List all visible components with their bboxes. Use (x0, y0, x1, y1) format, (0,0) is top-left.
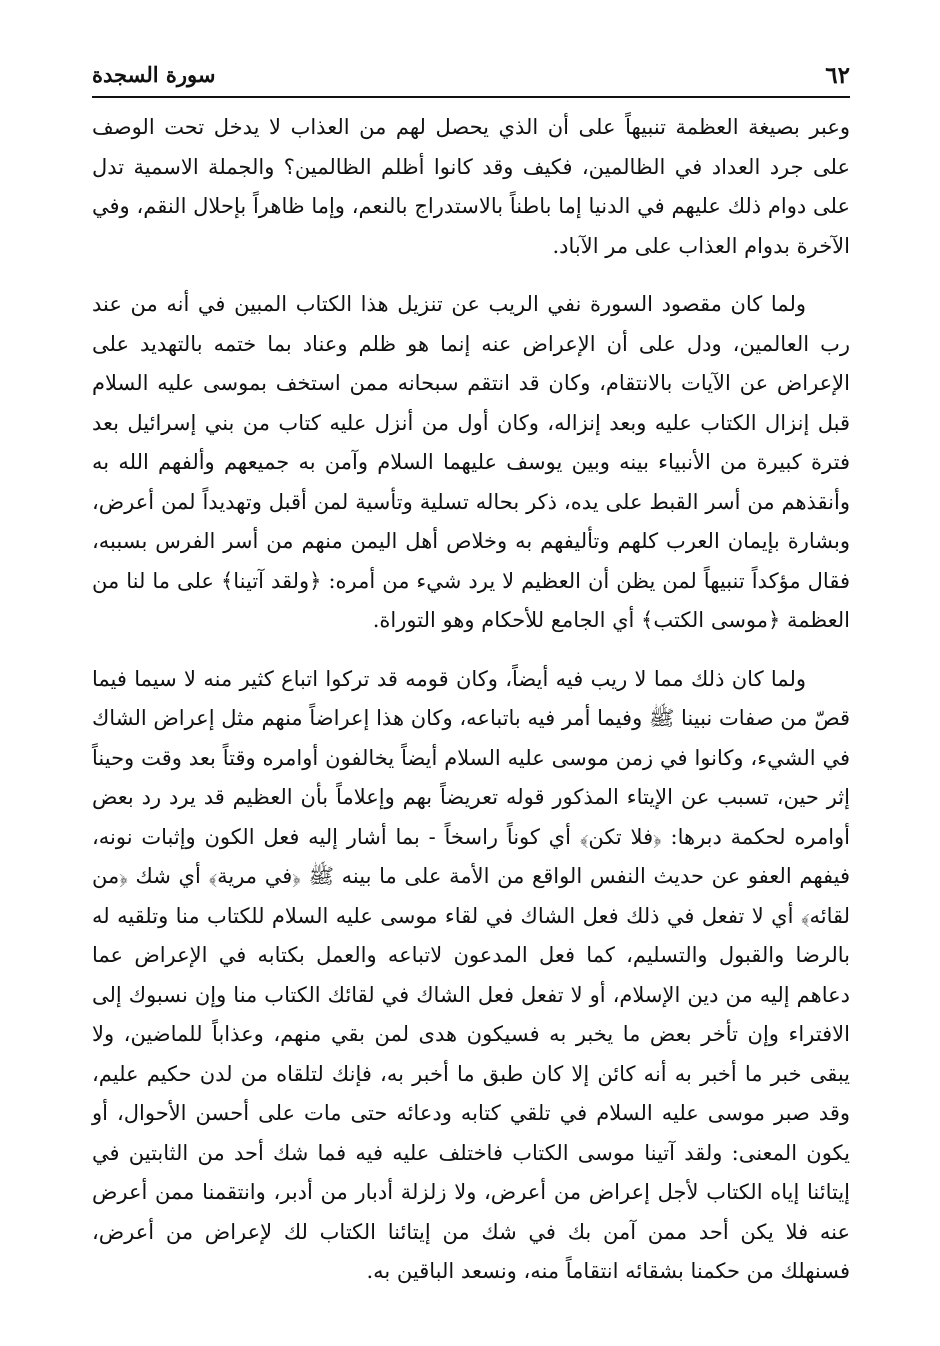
page-header (92, 60, 850, 96)
body-text (92, 108, 850, 1292)
paragraph-2: ولما كان مقصود السورة نفي الريب عن تنزيل هذا الكتاب المبين في أنه من عند رب العالمين، ودل على أن الإعراض عنه إنما هو ظلم وعناد بما ختمه بالتهديد على الإعراض عن الآيات بالانتقام، وكان قد انتقم سبحانه ممن استخف بموسى عليه السلام قبل إنزال الكتاب عليه وبعد إنزاله، وكان أول من أنزل عليه كتاب من بني إسرائيل بعد فترة كبيرة من الأنبياء بينه وبين يوسف عليهما السلام وآمن به جميعهم وألفهم الله به وأنقذهم من أسر القبط على يده، ذكر بحاله تسلية وتأسية لمن أقبل وتهديداً لمن أعرض، وبشارة بإيمان العرب كلهم وتأليفهم به وخلاص أهل اليمن منهم من أسر الفرس بسببه، فقال مؤكداً تنبيهاً لمن يظن أن العظيم لا يرد شيء من أمره: ﴿ولقد آتينا﴾ على ما لنا من العظمة ﴿موسى الكتب﴾ أي الجامع للأحكام وهو التوراة. (92, 292, 850, 632)
running-title: سورة السجدة (92, 62, 216, 87)
page-number: ٦٢ (825, 62, 850, 89)
paragraph-3: ولما كان ذلك مما لا ريب فيه أيضاً، وكان قومه قد تركوا اتباع كثير منه لا سيما فيما قصّ من صفات نبينا ﷺ وفيما أمر فيه باتباعه، وكان هذا إعراضاً منهم مثل إعراض الشاك في الشيء، وكانوا في زمن موسى عليه السلام أيضاً يخالفون أوامره وقتاً بعد وقت وحيناً إثر حين، تسبب عن الإيتاء المذكور قوله تعريضاً بهم وإعلاماً بأن العظيم قد يرد رد بعض أوامره لحكمة دبرها: ﴿فلا تكن﴾ أي كوناً راسخاً - بما أشار إليه فعل الكون وإثبات نونه، فيفهم العفو عن حديث النفس الواقع من الأمة على ما بينه ﷺ ﴿في مرية﴾ أي شك ﴿من لقائه﴾ أي لا تفعل في ذلك فعل الشاك في لقاء موسى عليه السلام للكتاب منا وتلقيه له بالرضا والقبول والتسليم، كما فعل المدعون لاتباعه والعمل بكتابه في الإعراض عما دعاهم إليه من دين الإسلام، أو لا تفعل فعل الشاك في لقائك الكتاب منا وإن نسبوك إلى الافتراء وإن تأخر بعض ما يخبر به فسيكون هدى لمن بقي منهم، وعذاباً للماضين، ولا يبقى خبر ما أخبر به أنه كائن إلا كان طبق ما أخبر به، فإنك لتلقاه من لدن حكيم عليم، وقد صبر موسى عليه السلام في تلقي كتابه ودعائه حتى مات على أحسن الأحوال، أو يكون المعنى: ولقد آتينا موسى الكتاب فاختلف عليه فيه فما شك أحد من الثابتين في إيتائنا إياه الكتاب لأجل إعراض من أعرض، ولا زلزلة أدبار من أدبر، وانتقمنا ممن أعرض عنه فلا يكن أحد ممن آمن بك في شك من إيتائنا الكتاب لك لإعراض من أعرض، فسنهلك من حكمنا بشقائه انتقاماً منه، ونسعد الباقين به. (92, 666, 851, 1283)
header-divider (92, 96, 850, 98)
paragraph-1: وعبر بصيغة العظمة تنبيهاً على أن الذي يحصل لهم من العذاب لا يدخل تحت الوصف على جرد العداد في الظالمين، فكيف وقد كانوا أظلم الظالمين؟ والجملة الاسمية تدل على دوام ذلك عليهم في الدنيا إما باطناً بالاستدراج بالنعم، وإما ظاهراً بإحلال النقم، وفي الآخرة بدوام العذاب على مر الآباد. (92, 115, 850, 258)
